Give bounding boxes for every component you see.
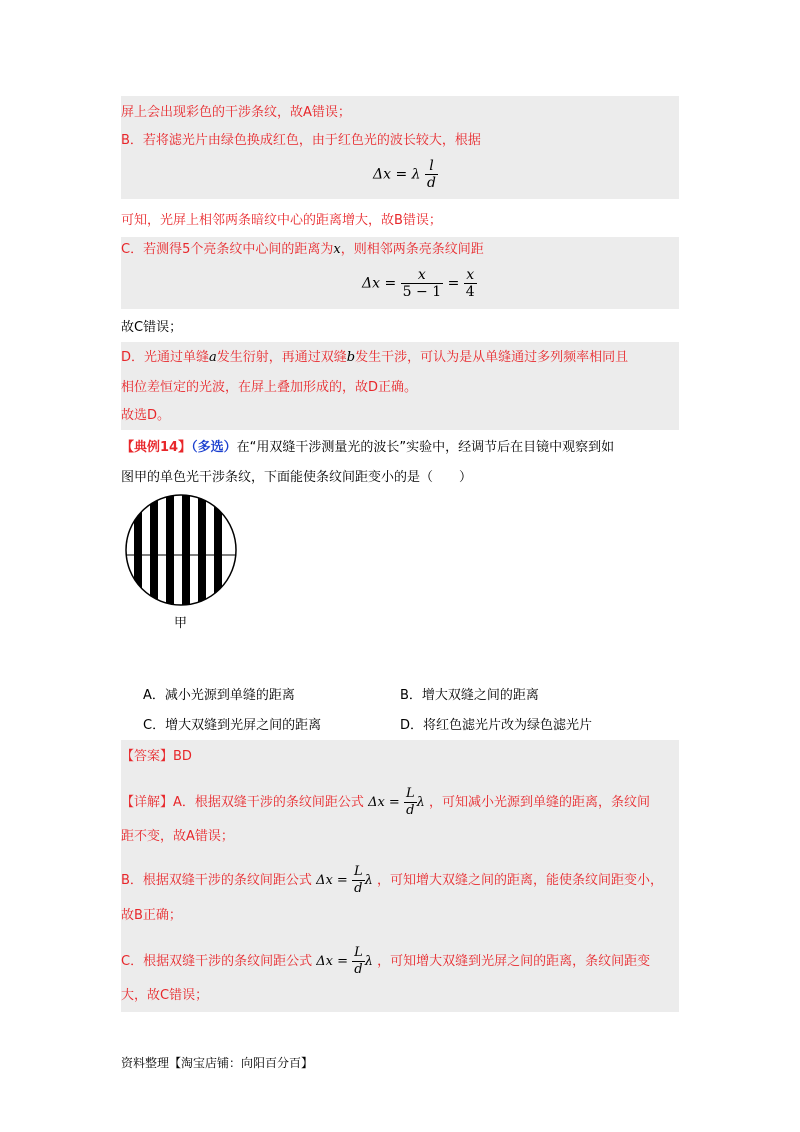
question-line: 图甲的单色光干涉条纹，下面能使条纹间距变小的是（ ）: [121, 470, 473, 485]
text-line: C．若测得5个亮条纹中心间的距离为x，则相邻两条亮条纹间距: [121, 242, 484, 257]
text-line: 故选D。: [121, 408, 171, 423]
equation-dx-x-over-4: Δx = $\frac{x}{5 - 1}$ = $\frac{x}{4}$: [362, 267, 475, 300]
detail-line: 距不变，故A错误；: [121, 829, 234, 844]
option-c: C．增大双缝到光屏之间的距离: [143, 718, 322, 733]
detail-line: 【详解】A．根据双缝干涉的条纹间距公式 Δx = $\frac{L}{d}$ λ ，可知减小光源到单缝的距离，条纹间: [121, 786, 651, 818]
footer-text: 资料整理【淘宝店铺：向阳百分百】: [121, 1056, 314, 1070]
figure-label: 甲: [174, 616, 188, 631]
text-line: 相位差恒定的光波，在屏上叠加形成的，故D正确。: [121, 380, 418, 395]
text-line: 可知，光屏上相邻两条暗纹中心的距离增大，故B错误；: [121, 213, 442, 228]
multi-choice-tag: （多选）: [191, 440, 237, 455]
equation-dx-lambda-l-d: Δx = λ $\frac{l}{d}$: [373, 158, 436, 191]
text-line: 故C错误；: [121, 320, 183, 335]
detail-line: 故B正确；: [121, 908, 182, 923]
option-d: D．将红色滤光片改为绿色滤光片: [400, 718, 593, 733]
text-line: D．光通过单缝a发生衍射，再通过双缝b发生干涉，可认为是从单缝通过多列频率相同且: [121, 350, 629, 365]
answer-line: [121, 747, 192, 767]
detail-line: 大，故C错误；: [121, 988, 209, 1003]
text-line: 屏上会出现彩色的干涉条纹，故A错误；: [121, 105, 351, 120]
detail-line: C．根据双缝干涉的条纹间距公式 Δx = $\frac{L}{d}$ λ ，可知增大双缝到光屏之间的距离，条纹间距变: [121, 945, 651, 977]
answer-value: BD: [173, 749, 192, 764]
interference-fringes-figure: [124, 493, 238, 637]
question-line: 【典例14】（多选）在“用双缝干涉测量光的波长”实验中，经调节后在目镜中观察到如: [121, 440, 615, 455]
answer-label: 【答案】: [121, 749, 174, 764]
formula-inline: Δx = $\frac{L}{d}$ λ: [316, 945, 374, 977]
fringe-diagram: [124, 493, 238, 633]
text-line: B．若将滤光片由绿色换成红色，由于红色光的波长较大，根据: [121, 133, 481, 148]
option-a: A．减小光源到单缝的距离: [143, 688, 295, 703]
formula-inline: Δx = $\frac{L}{d}$ λ: [316, 864, 373, 896]
formula-inline: Δx = $\frac{L}{d}$ λ: [368, 786, 425, 818]
detail-line: B．根据双缝干涉的条纹间距公式 Δx = $\frac{L}{d}$ λ ，可知增大双缝之间的距离，能使条纹间距变小，: [121, 864, 664, 896]
question-tag: 【典例14】: [121, 440, 192, 455]
option-b: B．增大双缝之间的距离: [400, 688, 539, 703]
